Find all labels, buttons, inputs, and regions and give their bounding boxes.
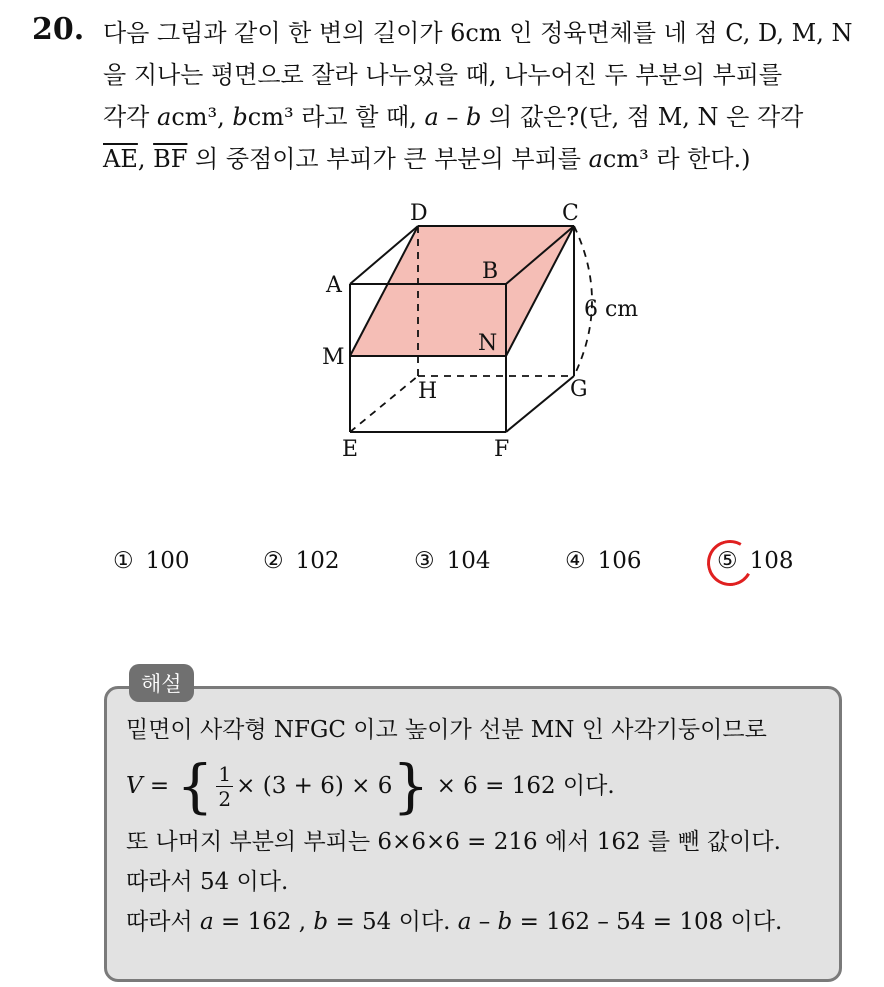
label-g: G bbox=[570, 377, 588, 402]
label-a: A bbox=[326, 273, 342, 298]
label-f: F bbox=[494, 437, 510, 462]
choice-2[interactable]: ② 102 bbox=[263, 548, 340, 574]
solution-line-3: 또 나머지 부분의 부피는 6×6×6 = 216 에서 162 를 뺀 값이다. bbox=[126, 829, 781, 855]
solution-formula: V = { $\frac{1}{2}$ × (3 + 6) × 6 } × 6 = 162 이다. bbox=[126, 752, 615, 820]
solution-line-5: 따라서 a = 162 , b = 54 이다. a – b = 162 – 54 = 108 이다. bbox=[126, 909, 783, 935]
choice-1[interactable]: ① 100 bbox=[113, 548, 190, 574]
question-number: 20. bbox=[32, 12, 85, 47]
choice-5[interactable]: ⑤ 108 bbox=[717, 548, 794, 574]
question-line-1: 다음 그림과 같이 한 변의 길이가 6cm 인 정육면체를 네 점 C, D, M, N bbox=[103, 19, 853, 47]
solution-tab: 해설 bbox=[129, 664, 194, 702]
label-c: C bbox=[562, 201, 579, 226]
choice-4[interactable]: ④ 106 bbox=[565, 548, 642, 574]
label-h: H bbox=[418, 379, 438, 404]
solution-text bbox=[126, 710, 836, 942]
edge-label: 6 cm bbox=[584, 297, 639, 322]
question-line-4: $\overline{AE}$, $\overline{BF}$ 의 중점이고 부피가 큰 부분의 부피를 acm³ 라 한다.) bbox=[103, 145, 751, 173]
label-e: E bbox=[342, 437, 359, 462]
segment-bf: $\overline{BF}$ bbox=[153, 145, 188, 173]
solution-line-1: 밑면이 사각형 NFGC 이고 높이가 선분 MN 인 사각기둥이므로 bbox=[126, 717, 767, 743]
solution-line-4: 따라서 54 이다. bbox=[126, 869, 289, 895]
question-line-2: 을 지나는 평면으로 잘라 나누었을 때, 나누어진 두 부분의 부피를 bbox=[103, 61, 783, 89]
label-b: B bbox=[482, 259, 499, 284]
question-text bbox=[103, 12, 873, 180]
choice-3[interactable]: ③ 104 bbox=[414, 548, 491, 574]
label-d: D bbox=[410, 201, 428, 226]
cube-figure bbox=[310, 190, 640, 470]
fraction-half: $\frac{1}{2}$ bbox=[218, 761, 232, 811]
segment-ae: $\overline{AE}$ bbox=[103, 145, 138, 173]
label-m: M bbox=[322, 345, 345, 370]
selected-circle-mark bbox=[702, 535, 758, 591]
label-n: N bbox=[478, 331, 498, 356]
answer-choices bbox=[113, 548, 873, 588]
question-line-3: 각각 acm³, bcm³ 라고 할 때, a – b 의 값은?(단, 점 M, N 은 각각 bbox=[103, 103, 804, 131]
